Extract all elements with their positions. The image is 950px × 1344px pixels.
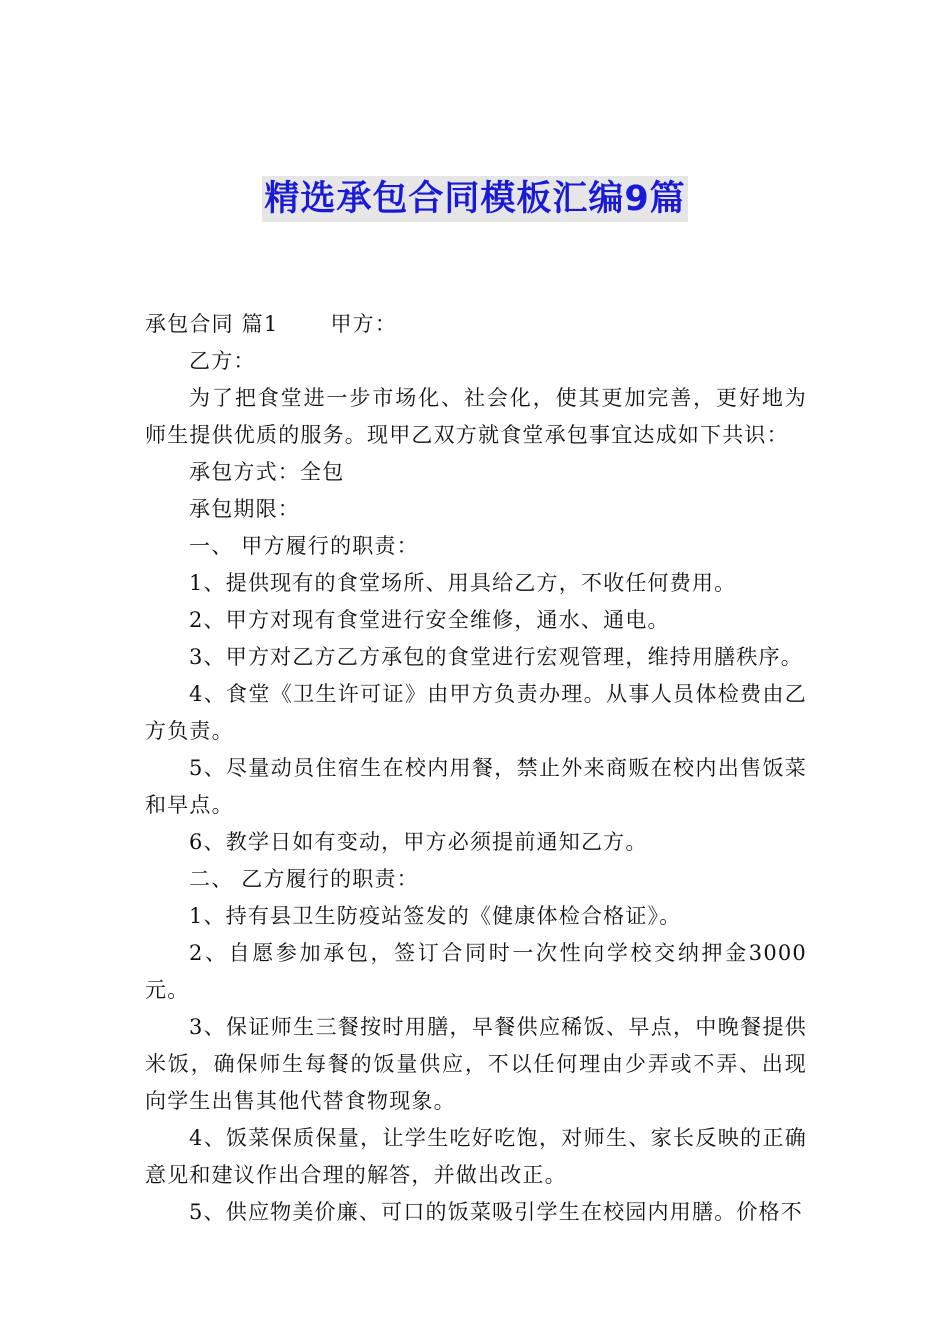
paragraph: 3、保证师生三餐按时用膳，早餐供应稀饭、早点，中晚餐提供米饭，确保师生每餐的饭量供应，不以任何理由少弄或不弄、出现向学生出售其他代替食物现象。	[145, 1015, 807, 1113]
paragraph: 2、甲方对现有食堂进行安全维修，通水、通电。	[189, 608, 670, 632]
section-heading: 一、 甲方履行的职责：	[189, 534, 419, 558]
document-body	[145, 306, 807, 1231]
paragraph: 1、持有县卫生防疫站签发的《健康体检合格证》。	[189, 904, 682, 928]
paragraph: 5、尽量动员住宿生在校内用餐，禁止外来商贩在校内出售饭菜和早点。	[145, 756, 807, 817]
paragraph: 为了把食堂进一步市场化、社会化，使其更加完善，更好地为师生提供优质的服务。现甲乙双方就食堂承包事宜达成如下共识：	[145, 386, 807, 447]
paragraph: 承包期限：	[189, 497, 300, 521]
title-container	[0, 176, 950, 222]
paragraph: 2、自愿参加承包，签订合同时一次性向学校交纳押金3000元。	[145, 941, 807, 1002]
paragraph: 4、食堂《卫生许可证》由甲方负责办理。从事人员体检费由乙方负责。	[145, 682, 807, 743]
contract-heading-line	[145, 306, 807, 343]
paragraph: 3、甲方对乙方乙方承包的食堂进行宏观管理，维持用膳秩序。	[189, 645, 803, 669]
paragraph: 4、饭菜保质保量，让学生吃好吃饱，对师生、家长反映的正确意见和建议作出合理的解答，并做出改正。	[145, 1126, 807, 1187]
paragraph: 承包方式：全包	[189, 460, 345, 484]
paragraph: 乙方：	[189, 349, 256, 373]
paragraph: 5、供应物美价廉、可口的饭菜吸引学生在校园内用膳。价格不	[189, 1200, 803, 1224]
section-heading: 二、 乙方履行的职责：	[189, 867, 419, 891]
contract-heading: 承包合同 篇1	[145, 312, 279, 336]
paragraph: 6、教学日如有变动，甲方必须提前通知乙方。	[189, 830, 648, 854]
paragraph: 1、提供现有的食堂场所、用具给乙方，不收任何费用。	[189, 571, 737, 595]
document-title: 精选承包合同模板汇编9篇	[262, 176, 687, 222]
party-a-label: 甲方：	[330, 312, 398, 336]
